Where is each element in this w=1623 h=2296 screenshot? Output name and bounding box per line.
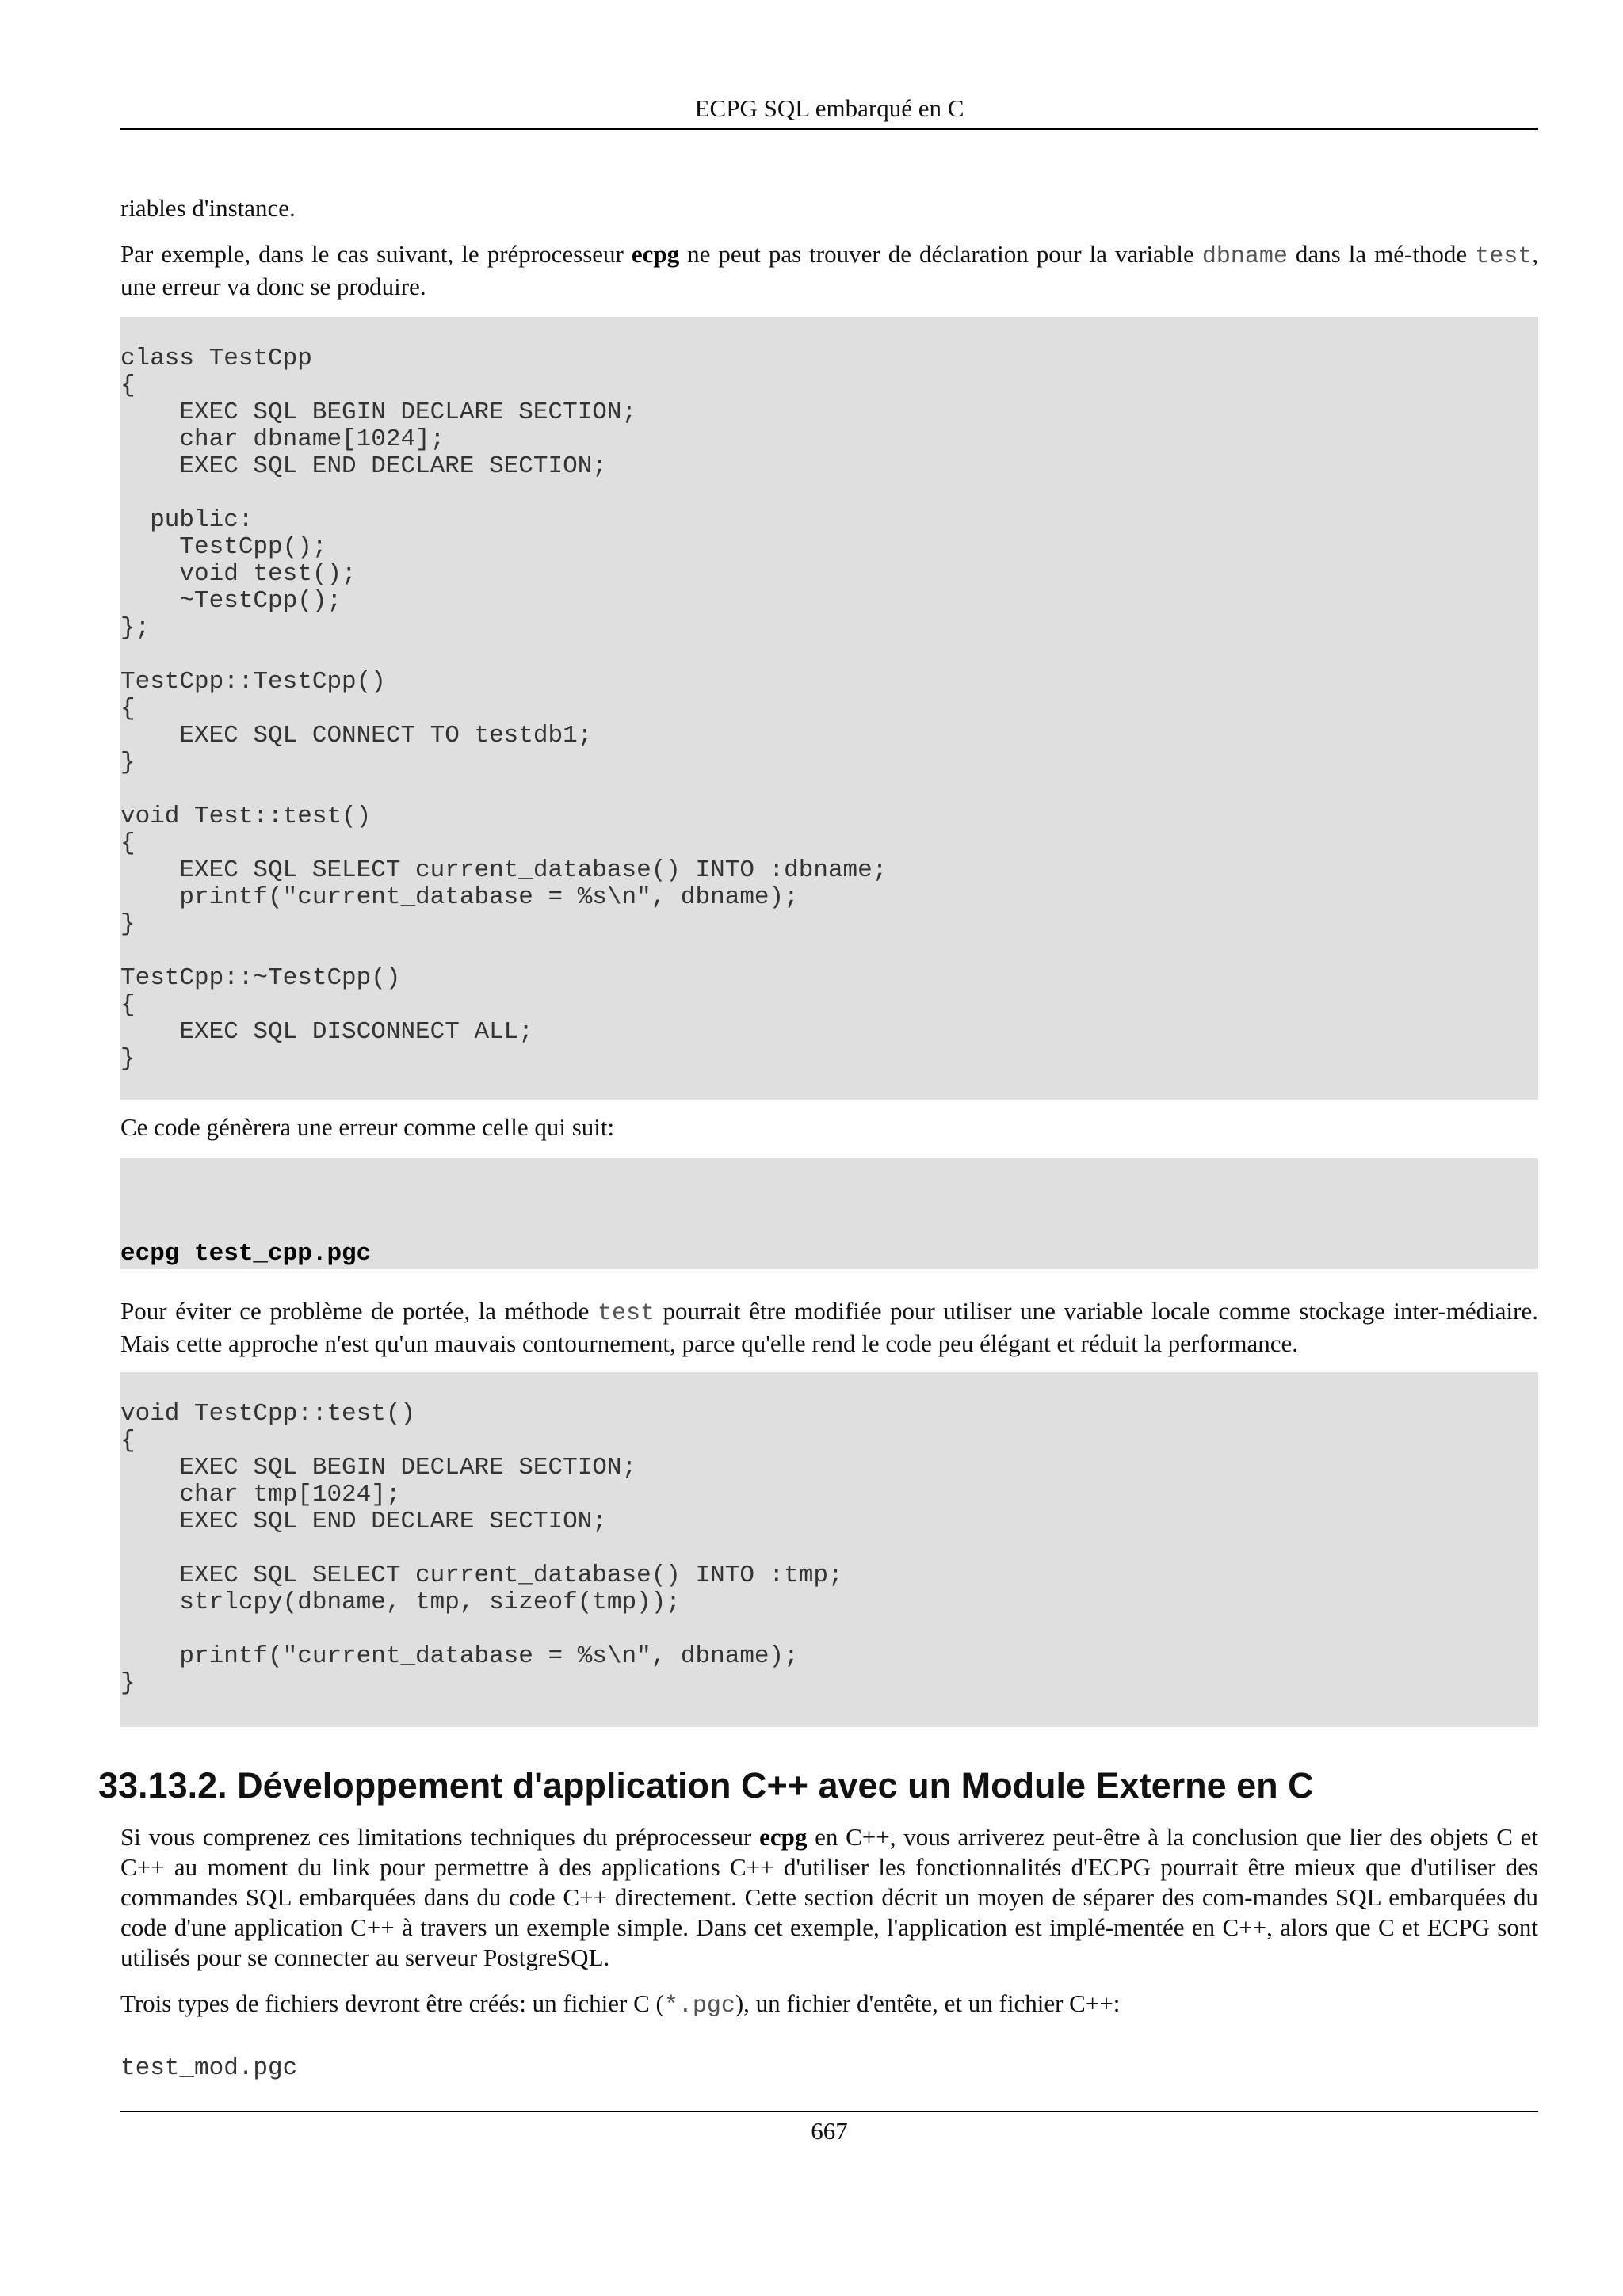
running-header: ECPG SQL embarqué en C xyxy=(120,89,1538,130)
code-line: { xyxy=(120,695,136,723)
text-span: ne peut pas trouver de déclaration pour la variable xyxy=(679,240,1202,268)
code-line: EXEC SQL SELECT current_database() INTO :tmp; xyxy=(120,1562,843,1589)
code-line: EXEC SQL DISCONNECT ALL; xyxy=(120,1018,533,1046)
code-line: }; xyxy=(120,614,151,642)
text-span: pourrait être modifiée pour utiliser une variable locale comme stockage inter-médiaire. Mais cette approche n'est qu'un mauvais contournement, parce qu'elle rend le code peu élégant et réduit la performance. xyxy=(120,1297,1538,1357)
code-line: ~TestCpp(); xyxy=(120,587,342,615)
code-line: EXEC SQL BEGIN DECLARE SECTION; xyxy=(120,1454,637,1482)
text-span: en C++, vous arriverez peut-être à la conclusion que lier des objets C et C++ au moment du link pour permettre à des applications C++ d'utiliser les fonctionnalités d'ECPG pourrait être mieux que d'utiliser des commandes SQL embarquées dans du code C++ directement. Cette section décrit un moyen de séparer des com-mandes SQL embarquées du code d'une application C++ à travers un exemple simple. Dans cet exemple, l'application est implé-mentée en C++, alors que C et ECPG sont utilisés pour se connecter au serveur PostgreSQL. xyxy=(120,1823,1538,1971)
code-line: } xyxy=(120,1669,136,1697)
code-line: EXEC SQL END DECLARE SECTION; xyxy=(120,452,607,480)
code-line xyxy=(120,1616,1538,1643)
code-line: TestCpp::TestCpp() xyxy=(120,668,386,696)
code-line: strlcpy(dbname, tmp, sizeof(tmp)); xyxy=(120,1589,681,1616)
code-line xyxy=(120,642,1538,669)
section-paragraph-2 xyxy=(120,1989,1538,2021)
command-ecpg: ecpg xyxy=(759,1823,808,1851)
text-span: Si vous comprenez ces limitations techniques du préprocesseur xyxy=(120,1823,760,1851)
code-line: public: xyxy=(120,506,254,534)
text-span: ), un fichier d'entête, et un fichier C++: xyxy=(735,1989,1121,2017)
code-line: { xyxy=(120,372,136,399)
code-line xyxy=(120,938,1538,965)
code-line: } xyxy=(120,749,136,776)
code-line: EXEC SQL BEGIN DECLARE SECTION; xyxy=(120,399,637,426)
code-line: { xyxy=(120,1427,136,1455)
error-intro: Ce code génèrera une erreur comme celle qui suit: xyxy=(120,1113,615,1141)
inline-code-test: test xyxy=(1475,243,1533,270)
inline-code-pgc: *.pgc xyxy=(663,1993,735,2019)
code-line: } xyxy=(120,910,136,938)
file-label: test_mod.pgc xyxy=(120,2054,298,2082)
code-block-class-testcpp xyxy=(120,317,1538,1100)
code-line xyxy=(120,480,1538,507)
inline-code-dbname: dbname xyxy=(1201,243,1288,270)
shell-command: ecpg test_cpp.pgc xyxy=(120,1240,372,1268)
intro-fragment: riables d'instance. xyxy=(120,194,296,222)
code-line: EXEC SQL END DECLARE SECTION; xyxy=(120,1508,607,1535)
code-line: char tmp[1024]; xyxy=(120,1481,401,1508)
code-line: char dbname[1024]; xyxy=(120,425,445,453)
code-block-local-variable xyxy=(120,1372,1538,1727)
code-line: printf("current_database = %s\n", dbname); xyxy=(120,1642,799,1670)
code-line: { xyxy=(120,991,136,1019)
code-line: void TestCpp::test() xyxy=(120,1400,416,1428)
code-line: TestCpp::~TestCpp() xyxy=(120,964,401,992)
code-line xyxy=(120,1535,1538,1562)
section-paragraph-1 xyxy=(120,1822,1538,1973)
code-line: void Test::test() xyxy=(120,803,372,830)
code-line: void test(); xyxy=(120,560,357,588)
inline-code-test: test xyxy=(597,1300,655,1327)
text-span: Trois types de fichiers devront être créés: un fichier C ( xyxy=(120,1989,664,2017)
command-ecpg: ecpg xyxy=(631,240,680,268)
text-span: dans la mé-thode xyxy=(1287,240,1476,268)
code-line: EXEC SQL SELECT current_database() INTO :dbname; xyxy=(120,856,888,884)
code-line: } xyxy=(120,1045,136,1073)
code-line: printf("current_database = %s\n", dbname); xyxy=(120,883,799,911)
scope-paragraph xyxy=(120,1296,1538,1359)
text-span: Par exemple, dans le cas suivant, le préprocesseur xyxy=(120,240,632,268)
text-span: , une erreur va donc se produire. xyxy=(120,240,1538,300)
code-line: { xyxy=(120,830,136,857)
example-paragraph xyxy=(120,239,1538,302)
code-block-error-output xyxy=(120,1158,1538,1269)
page-number: 667 xyxy=(120,2111,1538,2149)
code-line: class TestCpp xyxy=(120,345,312,372)
text-span: Pour éviter ce problème de portée, la méthode xyxy=(120,1297,598,1325)
code-line xyxy=(120,776,1538,803)
section-heading: 33.13.2. Développement d'application C++ avec un Module Externe en C xyxy=(98,1765,1314,1806)
code-line: EXEC SQL CONNECT TO testdb1; xyxy=(120,722,593,749)
code-line: TestCpp(); xyxy=(120,533,327,561)
